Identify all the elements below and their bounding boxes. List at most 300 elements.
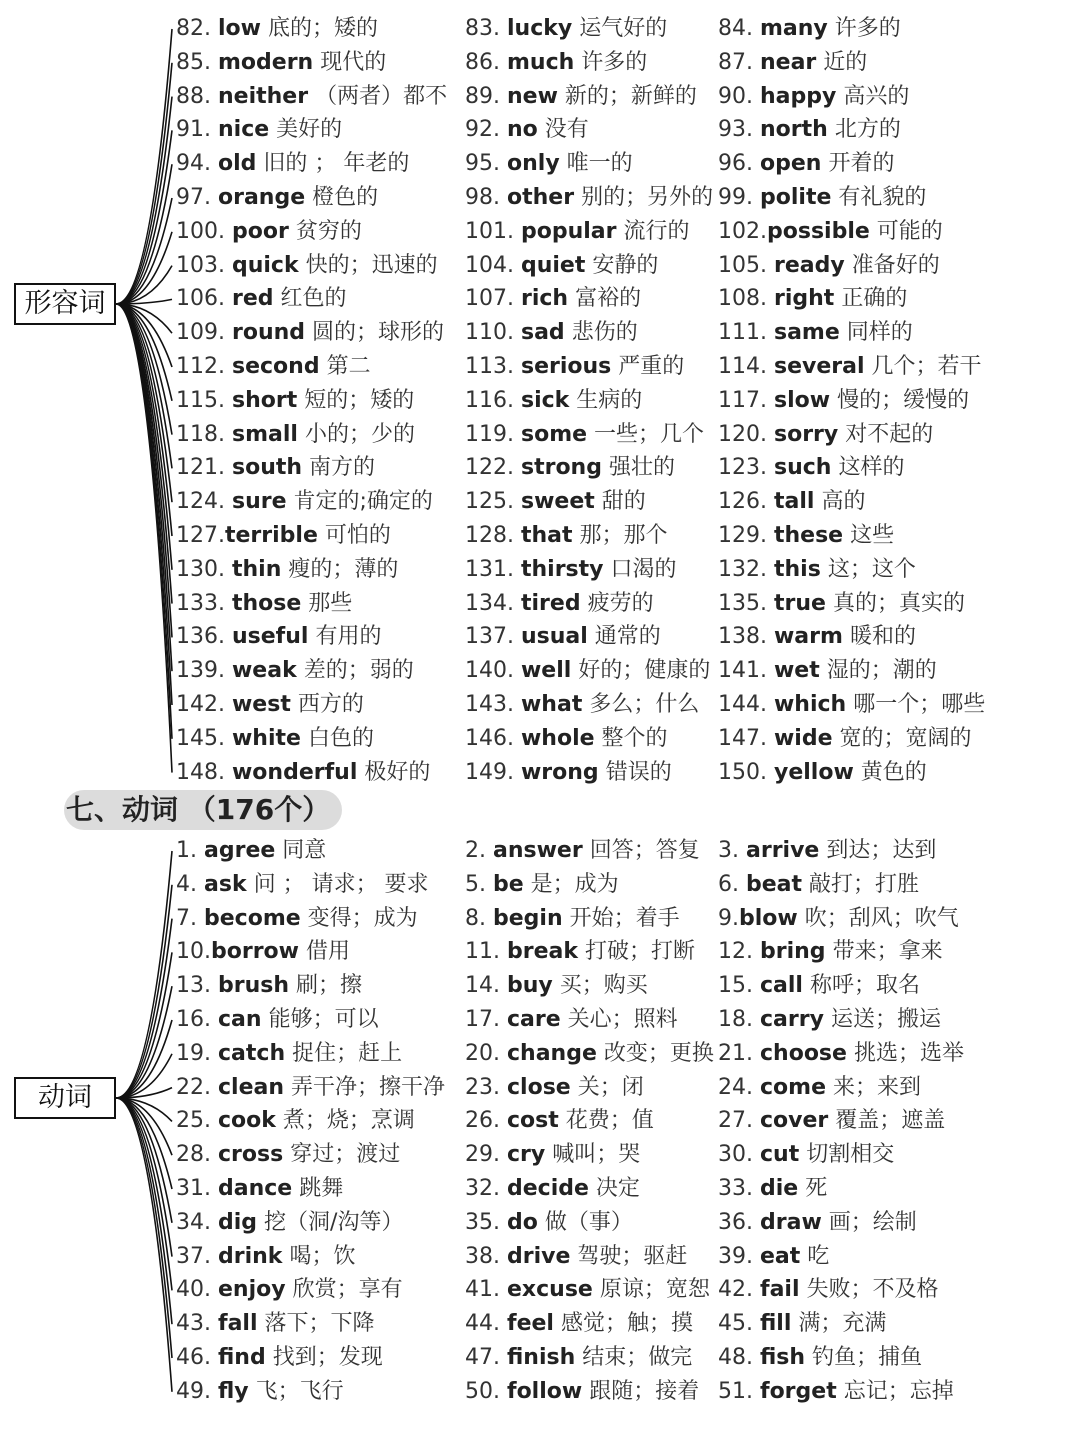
adjective-branch-line — [116, 198, 172, 304]
entry-meaning: 暖和的 — [849, 624, 916, 650]
entry-number: 136. — [176, 624, 225, 650]
entry-meaning: 钓鱼；捕鱼 — [812, 1345, 923, 1370]
entry-number: 18. — [718, 1007, 753, 1032]
entry-word: yellow — [773, 759, 854, 785]
verb-entry — [176, 904, 418, 934]
entry-meaning: 借用 — [306, 939, 351, 965]
verb-entry — [465, 1106, 654, 1136]
adjective-entry — [718, 589, 965, 619]
entry-number: 118. — [176, 421, 225, 447]
entry-word: nice — [218, 117, 270, 143]
verb-entry — [718, 1106, 945, 1136]
verb-entry — [465, 870, 619, 900]
verb-entry — [465, 1309, 693, 1339]
verb-entry — [176, 1140, 400, 1170]
entry-number: 90. — [718, 83, 753, 109]
adjective-entry — [465, 14, 667, 44]
entry-meaning: 变得；成为 — [307, 905, 418, 931]
entry-number: 82. — [176, 16, 211, 41]
entry-number: 27. — [718, 1108, 753, 1134]
entry-meaning: 哪一个；哪些 — [853, 692, 986, 717]
adjective-entry — [465, 183, 713, 213]
entry-meaning: 失败；不及格 — [806, 1277, 939, 1303]
entry-meaning: 这；这个 — [827, 556, 916, 582]
entry-meaning: 欣赏；享有 — [292, 1277, 403, 1303]
entry-meaning: 带来；拿来 — [832, 939, 943, 965]
entry-word: neither — [218, 83, 309, 109]
adjective-branch-line — [116, 304, 172, 367]
entry-word: terrible — [224, 523, 318, 548]
entry-number: 17. — [465, 1007, 500, 1032]
entry-word: agree — [204, 838, 276, 863]
verb-entry — [176, 1174, 343, 1204]
entry-number: 147. — [718, 725, 767, 751]
entry-word: ready — [773, 252, 845, 278]
verb-entry — [465, 836, 700, 866]
verb-section-header: 七、动词 （176个） — [64, 790, 342, 830]
entry-number: 34. — [176, 1209, 211, 1235]
entry-word: clean — [218, 1074, 285, 1100]
entry-number: 149. — [465, 759, 514, 785]
entry-number: 135. — [718, 590, 767, 616]
entry-word: finish — [507, 1345, 576, 1370]
adjective-entry — [718, 690, 985, 720]
adjective-entry — [176, 217, 362, 247]
entry-meaning: 高的 — [821, 489, 866, 515]
entry-number: 100. — [176, 218, 225, 244]
verb-entry — [176, 1106, 415, 1136]
entry-meaning: 口渴的 — [610, 556, 677, 582]
verb-branch-line — [116, 986, 172, 1098]
entry-meaning: 挖（洞/沟等） — [264, 1209, 404, 1235]
entry-word: bring — [760, 939, 826, 965]
adjective-entry — [465, 656, 710, 686]
verb-entry — [718, 1073, 921, 1103]
entry-word: be — [493, 871, 524, 897]
entry-number: 88. — [176, 83, 211, 109]
entry-meaning: 北方的 — [834, 117, 901, 143]
entry-number: 7. — [176, 905, 197, 931]
entry-word: several — [773, 354, 865, 379]
entry-word: carry — [760, 1007, 824, 1032]
adjective-branch-line — [116, 232, 172, 304]
entry-meaning: 别的；另外的 — [581, 185, 714, 210]
entry-meaning: 落下；下降 — [264, 1311, 375, 1337]
verb-entry — [176, 1039, 402, 1069]
entry-meaning: 买；购买 — [559, 973, 648, 999]
verb-entry — [718, 971, 920, 1001]
entry-meaning: 疲劳的 — [587, 590, 654, 616]
entry-meaning: 称呼；取名 — [809, 973, 920, 999]
entry-word: can — [218, 1007, 262, 1032]
entry-number: 45. — [718, 1311, 753, 1337]
entry-number: 137. — [465, 624, 514, 650]
entry-number: 116. — [465, 387, 514, 413]
verb-branch-line — [116, 1088, 172, 1098]
adjective-entry — [465, 284, 641, 314]
entry-meaning: 关心；照料 — [567, 1007, 678, 1032]
entry-word: lucky — [507, 16, 573, 41]
entry-number: 142. — [176, 692, 225, 717]
entry-word: useful — [231, 624, 309, 650]
entry-number: 120. — [718, 421, 767, 447]
verb-entry — [718, 904, 959, 934]
entry-word: usual — [520, 624, 588, 650]
entry-meaning: 可怕的 — [324, 523, 391, 548]
entry-number: 1. — [176, 838, 197, 863]
adjective-entry — [176, 14, 378, 44]
entry-meaning: 这样的 — [838, 455, 905, 481]
entry-meaning: 严重的 — [618, 354, 685, 379]
entry-meaning: 唯一的 — [566, 151, 633, 177]
adjective-entry — [465, 352, 684, 382]
entry-meaning: 富裕的 — [575, 286, 642, 312]
entry-number: 101. — [465, 218, 514, 244]
entry-word: sad — [520, 320, 565, 346]
entry-word: red — [231, 286, 274, 312]
verb-branch-line — [116, 1054, 172, 1098]
entry-meaning: 错误的 — [605, 759, 672, 785]
entry-number: 41. — [465, 1277, 500, 1303]
entry-meaning: 白色的 — [307, 725, 374, 751]
entry-meaning: 强壮的 — [608, 455, 675, 481]
entry-word: draw — [760, 1209, 822, 1235]
entry-word: fail — [760, 1277, 800, 1303]
entry-meaning: 没有 — [544, 117, 589, 143]
entry-word: open — [760, 151, 822, 177]
adjective-entry — [718, 352, 982, 382]
entry-word: brush — [218, 973, 290, 999]
entry-word: cut — [760, 1142, 800, 1168]
entry-number: 138. — [718, 624, 767, 650]
entry-number: 38. — [465, 1243, 500, 1269]
adjective-entry — [176, 724, 374, 754]
verb-entry — [465, 904, 680, 934]
entry-word: rich — [520, 286, 569, 312]
adjective-entry — [176, 284, 347, 314]
entry-number: 20. — [465, 1040, 500, 1066]
entry-meaning: 好的；健康的 — [578, 658, 711, 684]
entry-meaning: 红色的 — [280, 286, 347, 312]
adjective-entry — [176, 589, 352, 619]
entry-number: 104. — [465, 252, 514, 278]
entry-meaning: 找到；发现 — [272, 1345, 383, 1370]
entry-number: 26. — [465, 1108, 500, 1134]
adjective-entry — [176, 82, 447, 112]
adjective-entry — [718, 622, 916, 652]
adjective-entry — [465, 453, 675, 483]
entry-word: low — [218, 16, 261, 41]
entry-number: 11. — [465, 939, 500, 965]
entry-meaning: 有用的 — [315, 624, 382, 650]
entry-word: wide — [773, 725, 833, 751]
entry-word: modern — [218, 49, 314, 75]
entry-meaning: 瘦的；薄的 — [288, 556, 399, 582]
entry-word: fall — [218, 1311, 258, 1337]
adjective-entry — [176, 555, 398, 585]
entry-number: 21. — [718, 1040, 753, 1066]
entry-word: become — [204, 905, 301, 931]
entry-number: 143. — [465, 692, 514, 717]
entry-meaning: 满；充满 — [798, 1311, 887, 1337]
adjective-entry — [718, 115, 901, 145]
adjective-entry — [176, 758, 430, 788]
verb-branch-line — [116, 1098, 172, 1189]
adjective-entry — [465, 487, 646, 517]
verb-branch-line — [116, 1098, 172, 1155]
verb-entry — [465, 1275, 710, 1305]
entry-word: warm — [773, 624, 843, 650]
verb-entry — [465, 1377, 699, 1407]
entry-number: 22. — [176, 1074, 211, 1100]
entry-meaning: 准备好的 — [851, 252, 940, 278]
entry-number: 95. — [465, 151, 500, 177]
entry-word: white — [231, 725, 301, 751]
adjective-branch-line — [116, 304, 172, 570]
entry-meaning: 打破；打断 — [585, 939, 696, 965]
adjective-entry — [465, 622, 661, 652]
verb-branch-line — [116, 1020, 172, 1098]
entry-number: 48. — [718, 1345, 753, 1370]
entry-meaning: 一些；几个 — [594, 421, 705, 447]
entry-number: 119. — [465, 421, 514, 447]
entry-number: 16. — [176, 1007, 211, 1032]
entry-word: change — [507, 1040, 597, 1066]
verb-entry — [465, 1005, 678, 1035]
entry-meaning: 跳舞 — [299, 1176, 344, 1201]
entry-meaning: 喊叫；哭 — [552, 1142, 641, 1168]
adjective-branch-line — [116, 304, 172, 401]
entry-number: 42. — [718, 1277, 753, 1303]
entry-number: 141. — [718, 658, 767, 684]
entry-word: close — [507, 1074, 571, 1100]
verb-entry — [176, 836, 326, 866]
entry-number: 2. — [465, 838, 486, 863]
entry-meaning: （两者）都不 — [315, 83, 448, 109]
entry-number: 83. — [465, 16, 500, 41]
entry-number: 32. — [465, 1176, 500, 1201]
adjective-entry — [718, 453, 904, 483]
adjective-entry — [465, 724, 668, 754]
adjective-entry — [718, 251, 940, 281]
entry-meaning: 许多的 — [581, 49, 648, 75]
entry-word: small — [231, 421, 298, 447]
entry-meaning: 刷；擦 — [296, 973, 363, 999]
adjective-branch-line — [116, 304, 172, 468]
verb-branch-line — [116, 1098, 172, 1324]
adjective-branch-line — [116, 97, 172, 304]
adjective-entry — [465, 521, 668, 551]
adjective-branch-line — [116, 304, 172, 536]
entry-word: polite — [760, 185, 832, 210]
entry-meaning: 结束；做完 — [582, 1345, 693, 1370]
adjective-entry — [176, 352, 371, 382]
entry-number: 33. — [718, 1176, 753, 1201]
adjective-branch-line — [116, 130, 172, 304]
verb-entry — [176, 1073, 445, 1103]
entry-number: 146. — [465, 725, 514, 751]
entry-number: 23. — [465, 1074, 500, 1100]
entry-number: 87. — [718, 49, 753, 75]
verb-entry — [718, 1275, 939, 1305]
adjective-entry — [176, 521, 391, 551]
entry-number: 24. — [718, 1074, 753, 1100]
entry-word: these — [773, 523, 844, 548]
adjective-branch-line — [116, 304, 172, 739]
verb-entry — [176, 1275, 403, 1305]
entry-meaning: 高兴的 — [843, 83, 910, 109]
entry-number: 35. — [465, 1209, 500, 1235]
entry-number: 128. — [465, 523, 514, 548]
adjective-entry — [718, 318, 913, 348]
entry-word: wrong — [520, 759, 599, 785]
entry-number: 109. — [176, 320, 225, 346]
entry-meaning: 决定 — [595, 1176, 640, 1201]
entry-meaning: 关；闭 — [577, 1074, 644, 1100]
verb-branch-line — [116, 851, 172, 1098]
entry-word: wonderful — [231, 759, 358, 785]
adjective-entry — [465, 758, 672, 788]
verb-entry — [176, 1005, 379, 1035]
verb-branch-line — [116, 1098, 172, 1121]
entry-meaning: 生病的 — [576, 387, 643, 413]
entry-word: cook — [218, 1108, 276, 1134]
entry-word: orange — [218, 185, 306, 210]
entry-meaning: 整个的 — [601, 725, 668, 751]
entry-meaning: 喝；饮 — [289, 1243, 356, 1269]
entry-number: 46. — [176, 1345, 211, 1370]
entry-number: 31. — [176, 1176, 211, 1201]
adjective-entry — [718, 487, 865, 517]
adjective-entry — [718, 420, 933, 450]
entry-meaning: 肯定的;确定的 — [293, 489, 433, 515]
entry-number: 130. — [176, 556, 225, 582]
entry-number: 84. — [718, 16, 753, 41]
entry-meaning: 能够；可以 — [268, 1007, 379, 1032]
entry-number: 8. — [465, 905, 486, 931]
entry-word: thin — [231, 556, 282, 582]
adjective-entry — [465, 82, 697, 112]
entry-number: 114. — [718, 354, 767, 379]
entry-word: answer — [493, 838, 583, 863]
adjective-entry — [465, 318, 638, 348]
entry-word: tall — [773, 489, 815, 515]
verb-entry — [718, 1242, 829, 1272]
adjective-entry — [465, 149, 633, 179]
entry-word: fill — [760, 1311, 792, 1337]
entry-number: 103. — [176, 252, 225, 278]
entry-word: second — [231, 354, 320, 379]
entry-number: 50. — [465, 1378, 500, 1404]
entry-number: 43. — [176, 1311, 211, 1337]
verb-entry — [718, 1039, 964, 1069]
adjective-branch-line — [116, 304, 172, 604]
entry-meaning: 通常的 — [594, 624, 661, 650]
adjective-branch-line — [116, 304, 172, 671]
entry-meaning: 画；绘制 — [828, 1209, 917, 1235]
entry-number: 134. — [465, 590, 514, 616]
entry-meaning: 圆的；球形的 — [312, 320, 445, 346]
verb-branch-line — [116, 1098, 172, 1392]
entry-meaning: 那些 — [308, 590, 353, 616]
entry-number: 93. — [718, 117, 753, 143]
verb-branch-line — [116, 1098, 172, 1223]
entry-meaning: 正确的 — [841, 286, 908, 312]
entry-word: forget — [760, 1378, 837, 1404]
verb-entry — [176, 971, 362, 1001]
entry-meaning: 感觉；触；摸 — [560, 1311, 693, 1337]
verb-entry — [176, 1377, 344, 1407]
entry-word: cross — [218, 1142, 284, 1168]
entry-word: what — [520, 692, 583, 717]
verb-entry — [718, 1140, 894, 1170]
entry-word: fly — [218, 1378, 249, 1404]
entry-word: borrow — [211, 939, 299, 965]
entry-meaning: 覆盖；遮盖 — [835, 1108, 946, 1134]
adjective-entry — [465, 48, 647, 78]
entry-number: 28. — [176, 1142, 211, 1168]
entry-word: true — [773, 590, 826, 616]
verb-entry — [718, 1309, 886, 1339]
adjective-entry — [718, 386, 969, 416]
entry-word: call — [760, 973, 803, 999]
entry-number: 145. — [176, 725, 225, 751]
adjective-branch-line — [116, 299, 172, 304]
entry-word: much — [507, 49, 575, 75]
entry-meaning: 第二 — [326, 354, 371, 379]
entry-word: choose — [760, 1040, 847, 1066]
entry-meaning: 小的；少的 — [304, 421, 415, 447]
verb-branch-line — [116, 1098, 172, 1257]
entry-meaning: 几个；若干 — [871, 354, 982, 379]
entry-number: 131. — [465, 556, 514, 582]
entry-meaning: 那；那个 — [579, 523, 668, 548]
entry-word: same — [773, 320, 840, 346]
entry-word: sweet — [520, 489, 595, 515]
entry-word: sure — [231, 489, 287, 515]
adjective-entry — [465, 115, 589, 145]
entry-number: 129. — [718, 523, 767, 548]
entry-number: 5. — [465, 871, 486, 897]
entry-word: near — [760, 49, 817, 75]
entry-word: die — [760, 1176, 799, 1201]
adjective-entry — [465, 555, 677, 585]
entry-number: 47. — [465, 1345, 500, 1370]
entry-number: 4. — [176, 871, 197, 897]
verb-entry — [176, 870, 429, 900]
entry-word: arrive — [746, 838, 820, 863]
adjective-entry — [176, 420, 415, 450]
entry-number: 86. — [465, 49, 500, 75]
entry-meaning: 快的；迅速的 — [305, 252, 438, 278]
entry-word: tired — [520, 590, 581, 616]
verb-entry — [465, 937, 695, 967]
entry-meaning: 死 — [805, 1176, 828, 1201]
entry-meaning: 弄干净；擦干净 — [291, 1074, 446, 1100]
entry-word: poor — [231, 218, 289, 244]
entry-meaning: 短的；矮的 — [304, 387, 415, 413]
verb-entry — [465, 1174, 640, 1204]
entry-meaning: 挑选；选举 — [853, 1040, 964, 1066]
entry-number: 97. — [176, 185, 211, 210]
entry-number: 99. — [718, 185, 753, 210]
verb-entry — [718, 1005, 941, 1035]
adjective-entry — [718, 284, 907, 314]
adjective-entry — [176, 690, 364, 720]
entry-word: possible — [766, 218, 870, 244]
entry-meaning: 可能的 — [876, 218, 943, 244]
entry-number: 6. — [718, 871, 739, 897]
